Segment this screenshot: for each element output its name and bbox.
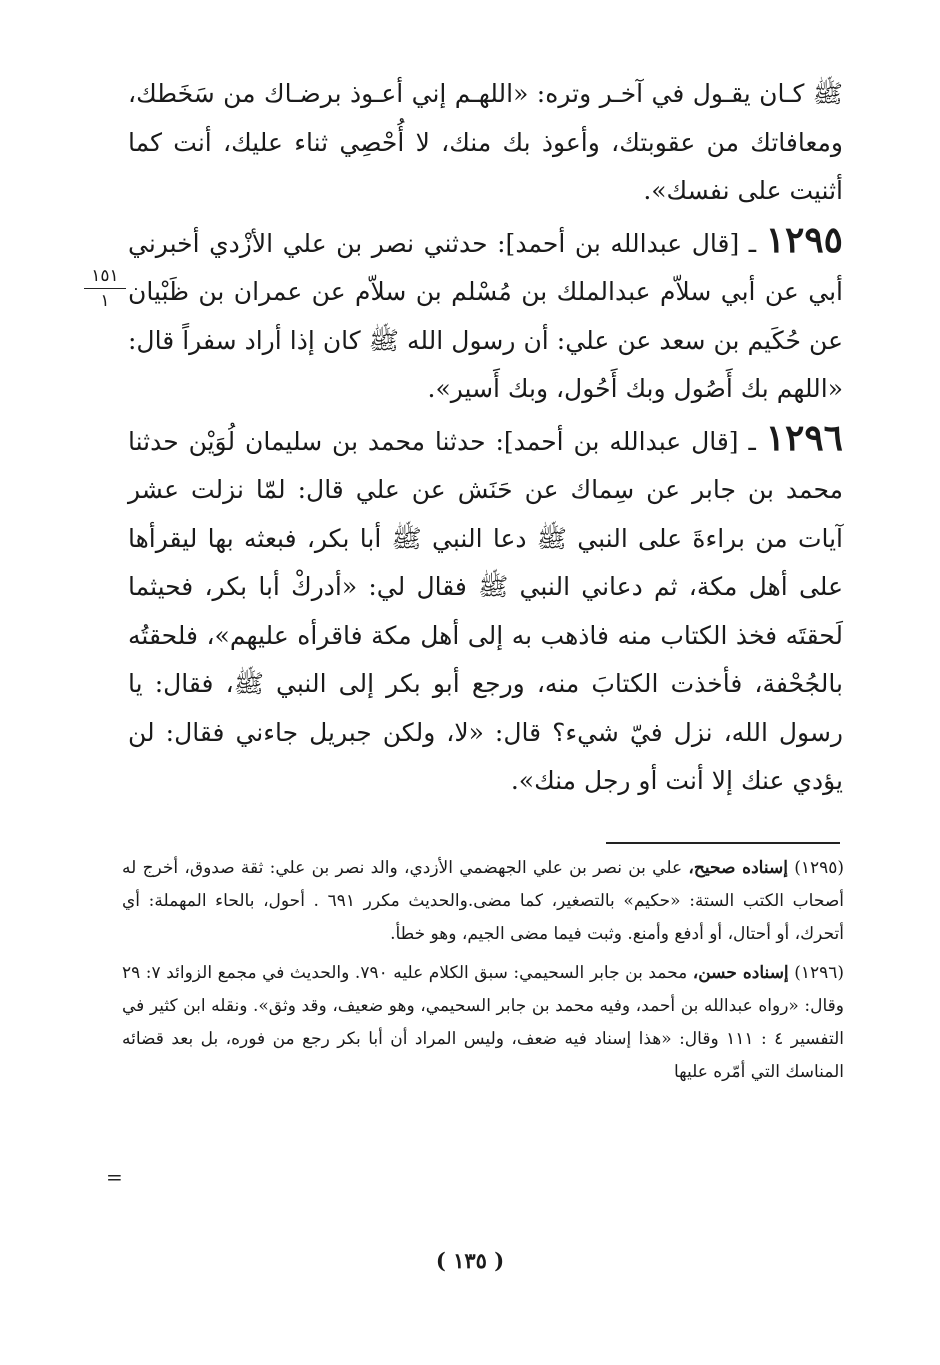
footnote-1295 — [122, 852, 844, 951]
continued-mark: = — [106, 1165, 123, 1189]
margin-volume-reference — [84, 266, 126, 311]
margin-ref-top: ١٥١ — [84, 266, 126, 289]
page-number: ( ١٣٥ ) — [435, 1248, 505, 1273]
hadith-number: ١٢٩٥ — [765, 218, 843, 261]
footnote-grading: إسناده صحيح، — [688, 858, 788, 878]
hadith-dash: ـ — [748, 228, 757, 258]
hadith-text: [قال عبدالله بن أحمد]: حدثني نصر بن علي الأزْدي أخبرني أبي عن أبي سلاّم عبدالملك بن مُسْلم بن سلاّم عن عمران بن ظَبْيان عن حُكَيم بن سعد عن علي: أن رسول الله ﷺ كان إذا أراد سفراً قال: «اللهم بك أَصُول وبك أَحُول، وبك أَسير». — [128, 228, 843, 403]
hadith-dash: ـ — [748, 426, 756, 456]
paragraph-continuation: ﷺ كـان يقـول في آخـر وتره: «اللهـم إني أعـوذ برضـاك من سَخَطك، ومعافاتك من عقوبتك، وأعوذ بك منك، لا أُحْصِي ثناء عليك، أنت كما أثنيت على نفسك». — [128, 79, 844, 205]
footnote-text: محمد بن جابر السحيمي: سبق الكلام عليه ٧٩٠. والحديث في مجمع الزوائد ٧: ٢٩ وقال: «رواه عبدالله بن أحمد، وفيه محمد بن جابر السحيمي، وهو ضعيف، وقد وثق». ونقله ابن كثير في التفسير ٤ : ١١١ وقال: «هذا إسناد فيه ضعف، وليس المراد أن أبا بكر رجع من فوره، بل بعد قضائه المناسك التي أمّره عليها — [122, 963, 845, 1082]
footnote-number: (١٢٩٥) — [794, 858, 845, 878]
hadith-text: [قال عبدالله بن أحمد]: حدثنا محمد بن سليمان لُوَيْن حدثنا محمد بن جابر عن سِماك عن حَنَش عن علي قال: لمّا نزلت عشر آيات من براءةَ على النبي ﷺ دعا النبي ﷺ أبا بكر، فبعثه بها ليقرأها على أهل مكة، ثم دعاني النبي ﷺ فقال لي: «أدركْ أبا بكر، فحيثما لَحقتَه فخذ الكتاب منه فاذهب به إلى أهل مكة فاقرأه عليهم»، فلحقتُه بالجُحْفة، فأخذت الكتابَ منه، ورجع أبو بكر إلى النبي ﷺ، فقال: يا رسول الله، نزل فيّ شيء؟ قال: «لا، ولكن جبريل جاءني فقال: لن يؤدي عنك إلا أنت أو رجل منك». — [128, 426, 843, 795]
hadith-number: ١٢٩٦ — [765, 416, 844, 459]
footnote-separator — [606, 842, 840, 844]
hadith-1295 — [128, 216, 843, 414]
footnote-grading: إسناده حسن، — [692, 963, 789, 983]
footnotes — [122, 852, 844, 1095]
footnote-number: (١٢٩٦) — [794, 963, 845, 983]
margin-ref-bottom: ١ — [100, 291, 110, 311]
footnote-text: علي بن نصر بن علي الجهضمي الأزدي، والد نصر بن علي: ثقة صدوق، أخرج له أصحاب الكتب الستة: «حكيم» بالتصغير، كما مضى.والحديث مكرر ٦٩١ . أحول، بالحاء المهملة: أي أتحرك، أو أحتال، أو أدفع وأمنع. وثبت فيما مضى الجيم، وهو خطأ. — [122, 858, 844, 944]
hadith-1296 — [128, 414, 843, 806]
footnote-1296 — [122, 957, 844, 1089]
main-text — [128, 70, 843, 806]
